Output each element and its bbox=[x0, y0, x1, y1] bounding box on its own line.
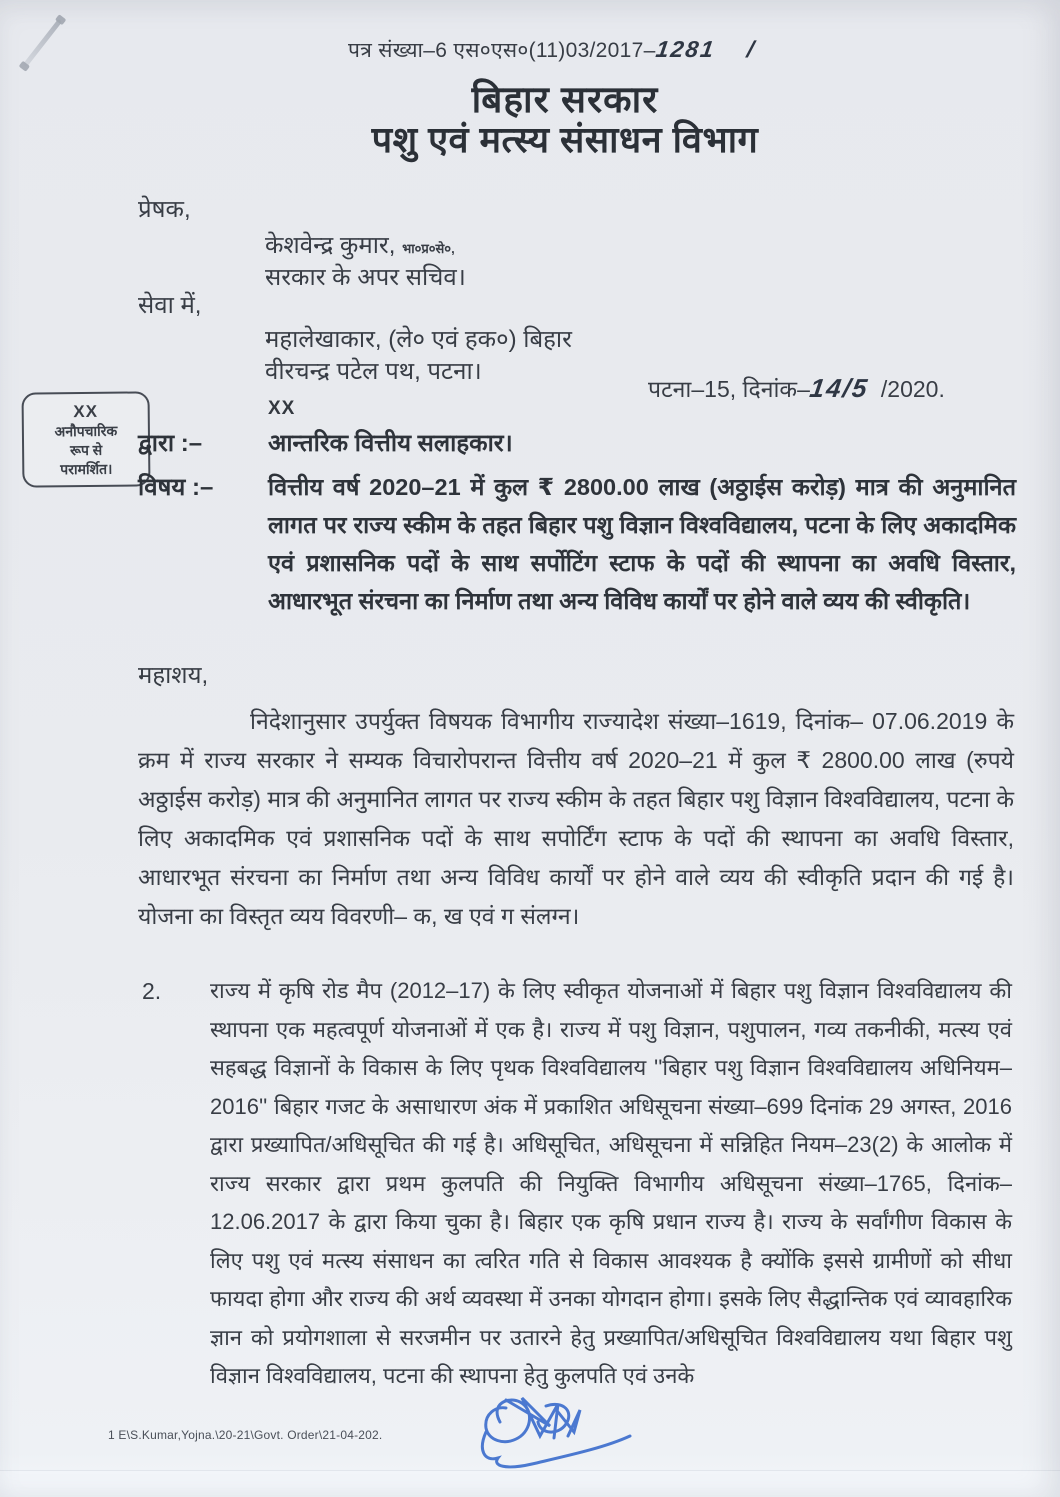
department-title: पशु एवं मत्स्य संसाधन विभाग bbox=[371, 119, 759, 160]
recipient-line2: वीरचन्द्र पटेल पथ, पटना। bbox=[265, 358, 482, 385]
through-xx-mark: XX bbox=[268, 398, 296, 419]
paragraph-1: निदेशानुसार उपर्युक्त विषयक विभागीय राज्यादेश संख्या–1619, दिनांक– 07.06.2019 के क्रम में राज्य सरकार ने सम्यक विचारोपरान्त वित्तीय वर्ष 2020–21 में कुल ₹ 2800.00 लाख (रुपये अठ्ठाईस करोड़) मात्र की अनुमानित लागत पर राज्य स्कीम के तहत बिहार पशु विज्ञान विश्वविद्यालय, पटना के लिए अकादमिक एवं प्रशासनिक पदों के साथ सपोर्टिंग स्टाफ के पदों की स्थापना का अवधि विस्तार, आधारभूत संरचना का निर्माण तथा अन्य विविध कार्यों पर होने वाले व्यय की स्वीकृति प्रदान की गई है। योजना का विस्तृत व्यय विवरणी– क, ख एवं ग संलग्न। bbox=[138, 708, 1014, 929]
sender-service: भा०प्र०से०, bbox=[402, 241, 455, 256]
subject-label: विषय :– bbox=[138, 474, 214, 501]
paragraph-2: राज्य में कृषि रोड मैप (2012–17) के लिए स्वीकृत योजनाओं में बिहार पशु विज्ञान विश्वविद्यालय की स्थापना एक महत्वपूर्ण योजनाओं में एक है। राज्य में पशु विज्ञान, पशुपालन, गव्य तकनीकी, मत्स्य एवं सहबद्ध विज्ञानों के विकास के लिए पृथक विश्वविद्यालय ''बिहार पशु विज्ञान विश्वविद्यालय अधिनियम–2016'' बिहार गजट के असाधारण अंक में प्रकाशित अधिसूचना संख्या–699 दिनांक 29 अगस्त, 2016 द्वारा प्रख्यापित/अधिसूचित की गई है। अधिसूचित, अधिसूचना में सन्निहित नियम–23(2) के आलोक में राज्य सरकार द्वारा प्रथम कुलपति की नियुक्ति विभागीय अधिसूचना संख्या–1765, दिनांक–12.06.2017 के द्वारा किया चुका है। बिहार एक कृषि प्रधान राज्य है। राज्य के सर्वांगीण विकास के लिए पशु एवं मत्स्य संसाधन का त्वरित गति से विकास आवश्यक है क्योंकि इससे ग्रामीणों को सीधा फायदा होगा और राज्य की अर्थ व्यवस्था में उनका योगदान होगा। इसके लिए सैद्धान्तिक एवं व्यावहारिक ज्ञान को प्रयोगशाला से सरजमीन पर उतारने हेतु प्रख्यापित/अधिसूचित विश्वविद्यालय यथा बिहार पशु विज्ञान विश्वविद्यालय, पटना की स्थापना हेतु कुलपति एवं उनके bbox=[210, 978, 1012, 1388]
stamp-line3: परामर्शित। bbox=[60, 460, 113, 478]
letter-number-line bbox=[348, 36, 758, 64]
scan-bottom-band bbox=[0, 1470, 1060, 1497]
paragraph-2-number: 2. bbox=[142, 978, 162, 1004]
recipient-line1: महालेखाकार, (ले० एवं हक०) बिहार bbox=[265, 326, 572, 353]
date-suffix: /2020. bbox=[880, 376, 945, 402]
handwritten-date: 14/5 bbox=[807, 373, 871, 403]
sender-designation: सरकार के अपर सचिव। bbox=[265, 264, 466, 291]
place-date-line bbox=[648, 372, 945, 404]
sender-label: प्रेषक, bbox=[138, 196, 191, 223]
recipient-label: सेवा में, bbox=[138, 292, 202, 319]
sender-name: केशवेन्द्र कुमार, bbox=[265, 232, 396, 259]
footer-file-path: 1 E\S.Kumar,Yojna.\20-21\Govt. Order\21-04-202. bbox=[108, 1428, 383, 1442]
letter-number-prefix: पत्र संख्या–6 एस०एस०(11)03/2017– bbox=[348, 39, 656, 62]
subject-text: वित्तीय वर्ष 2020–21 में कुल ₹ 2800.00 लाख (अठ्ठाईस करोड़) मात्र की अनुमानित लागत पर राज्य स्कीम के तहत बिहार पशु विज्ञान विश्वविद्यालय, पटना के लिए अकादमिक एवं प्रशासनिक पदों के साथ सर्पोटिंग स्टाफ के पदों की स्थापना का अवधि विस्तार, आधारभूत संरचना का निर्माण तथा अन्य विविध कार्यों पर होने वाले व्यय की स्वीकृति। bbox=[268, 474, 1016, 614]
date-prefix: पटना–15, दिनांक– bbox=[648, 376, 810, 402]
staple-mark-icon bbox=[23, 19, 63, 68]
stamp-xx: XX bbox=[73, 401, 99, 422]
stamp-line1: अनौपचारिक bbox=[54, 422, 118, 440]
sender-name-line bbox=[265, 228, 455, 261]
informal-consultation-stamp bbox=[22, 391, 151, 487]
through-label: द्वारा :– bbox=[138, 430, 203, 457]
letter-number-handwritten: 1281 bbox=[653, 36, 717, 62]
through-value: आन्तरिक वित्तीय सलाहकार। bbox=[268, 430, 513, 457]
salutation: महाशय, bbox=[138, 662, 209, 689]
letter-number-slash: / bbox=[745, 36, 758, 62]
stamp-line2: रूप से bbox=[69, 441, 103, 459]
government-title: बिहार सरकार bbox=[471, 79, 659, 120]
